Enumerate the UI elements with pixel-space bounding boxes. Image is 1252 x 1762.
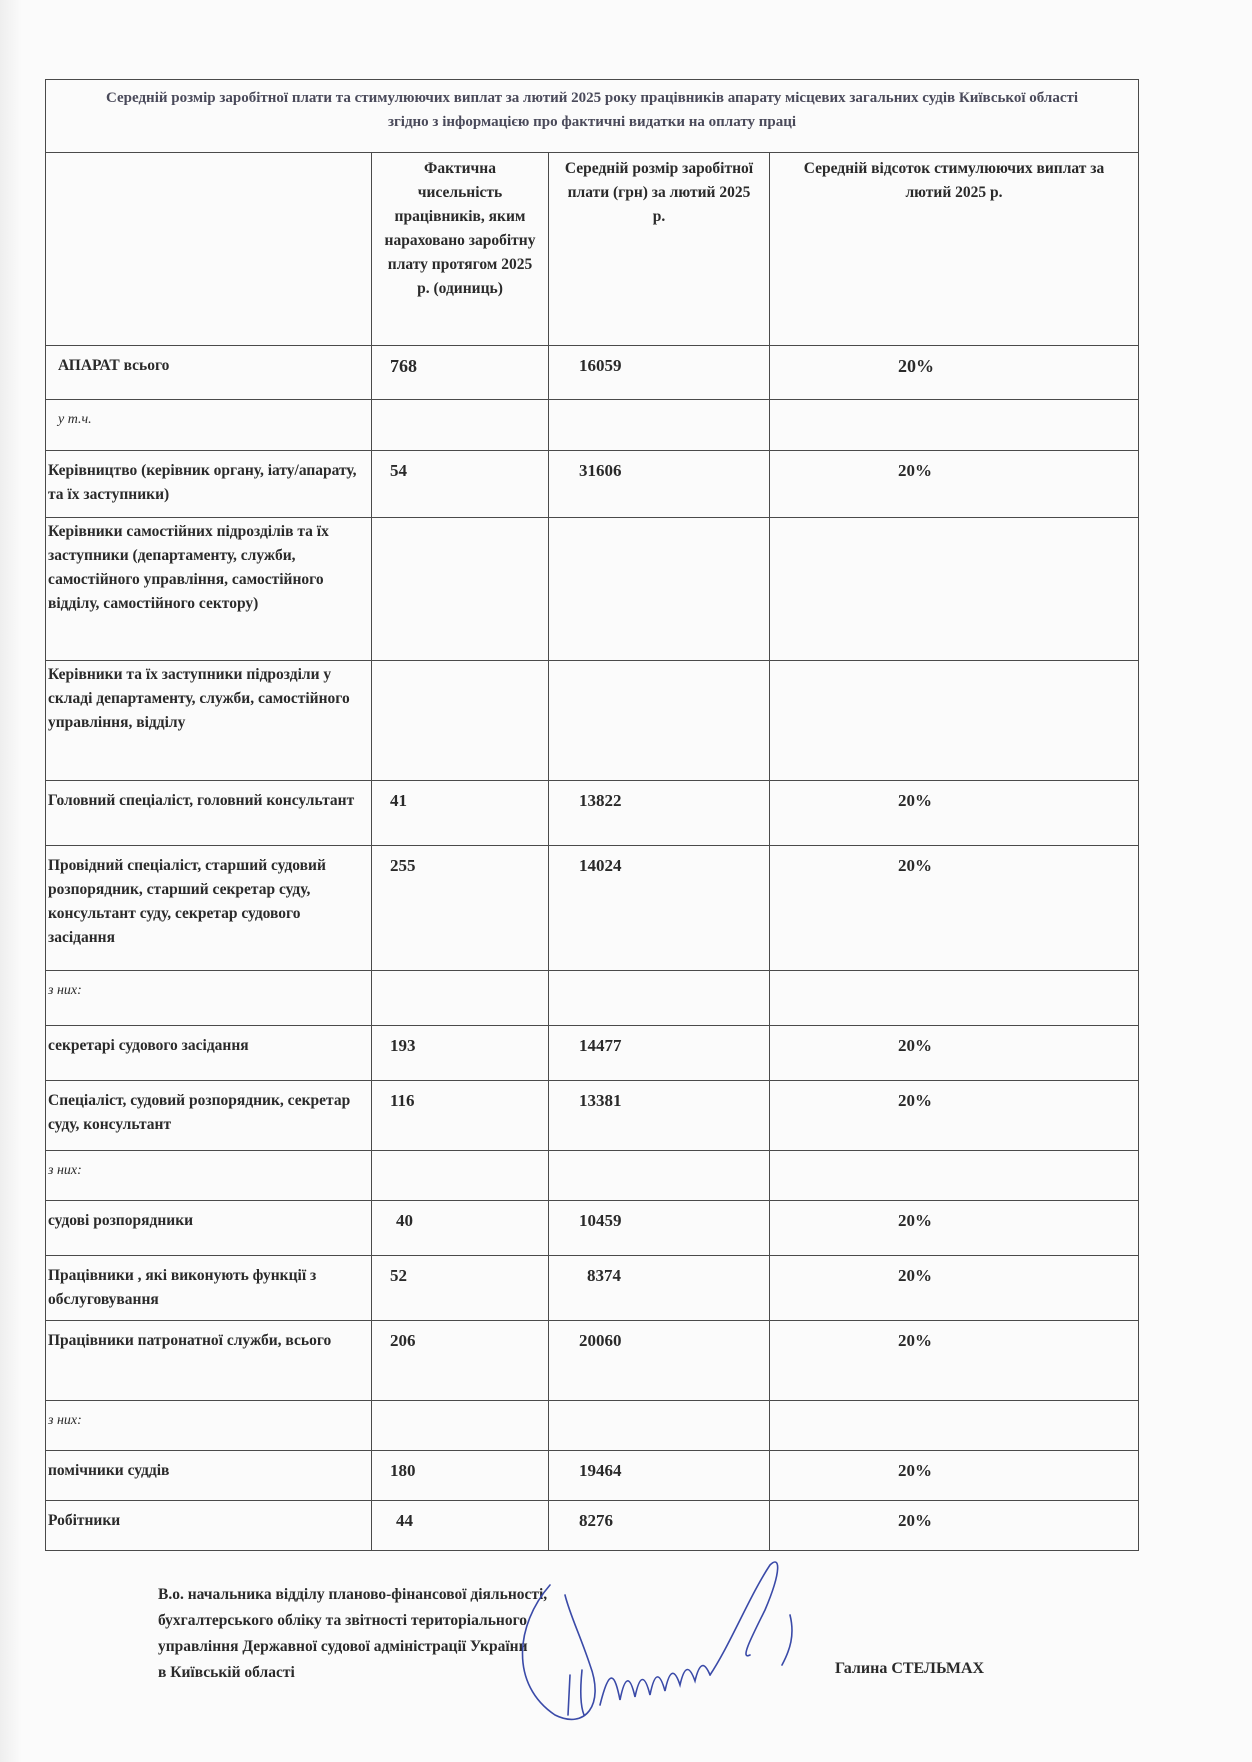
position-line: В.о. начальника відділу планово-фінансової діяльності, bbox=[158, 1586, 548, 1603]
table-row bbox=[46, 1501, 1139, 1551]
row-percent bbox=[770, 518, 1139, 661]
table-row bbox=[46, 1256, 1139, 1321]
row-percent: 20% bbox=[770, 1256, 1139, 1321]
row-label: Працівники патронатної служби, всього bbox=[46, 1321, 372, 1401]
table-row bbox=[46, 661, 1139, 781]
row-percent: 20% bbox=[770, 1081, 1139, 1151]
row-label: АПАРАТ всього bbox=[46, 346, 372, 400]
row-salary bbox=[549, 400, 770, 451]
row-label: секретарі судового засідання bbox=[46, 1026, 372, 1081]
row-percent: 20% bbox=[770, 781, 1139, 846]
row-salary: 10459 bbox=[549, 1201, 770, 1256]
row-count: 116 bbox=[372, 1081, 549, 1151]
row-salary: 14477 bbox=[549, 1026, 770, 1081]
header-percent: Середній відсоток стимулюючих виплат за лютий 2025 р. bbox=[770, 153, 1139, 346]
table-row bbox=[46, 1401, 1139, 1451]
handwritten-signature-icon bbox=[510, 1555, 890, 1725]
row-count: 40 bbox=[372, 1201, 549, 1256]
row-count: 52 bbox=[372, 1256, 549, 1321]
row-percent bbox=[770, 661, 1139, 781]
title-row bbox=[46, 80, 1139, 153]
row-count bbox=[372, 971, 549, 1026]
row-salary: 16059 bbox=[549, 346, 770, 400]
header-salary: Середній розмір заробітної плати (грн) за лютий 2025 р. bbox=[549, 153, 770, 346]
row-salary bbox=[549, 1401, 770, 1451]
row-label: Керівники та їх заступники підрозділи у складі департаменту, служби, самостійного управління, відділу bbox=[46, 661, 372, 781]
header-row bbox=[46, 153, 1139, 346]
signer-name: Галина СТЕЛЬМАХ bbox=[835, 1660, 985, 1677]
signatory-position bbox=[158, 1582, 547, 1686]
salary-table bbox=[45, 79, 1139, 1551]
table-row bbox=[46, 451, 1139, 518]
row-percent: 20% bbox=[770, 1321, 1139, 1401]
row-percent: 20% bbox=[770, 1501, 1139, 1551]
row-count: 41 bbox=[372, 781, 549, 846]
row-label: Головний спеціаліст, головний консультант bbox=[46, 781, 372, 846]
row-percent: 20% bbox=[770, 846, 1139, 971]
table-row bbox=[46, 1321, 1139, 1401]
scan-edge-shadow bbox=[0, 0, 22, 1762]
table-row bbox=[46, 1451, 1139, 1501]
row-count: 54 bbox=[372, 451, 549, 518]
row-count bbox=[372, 661, 549, 781]
table-row bbox=[46, 846, 1139, 971]
position-line: бухгалтерського обліку та звітності територіального bbox=[158, 1612, 527, 1629]
document-title: Середній розмір заробітної плати та стимулюючих виплат за лютий 2025 року працівників апарату місцевих загальних судів Київської області згідно з інформацією про фактичні видатки на оплату праці bbox=[46, 80, 1139, 153]
table-row bbox=[46, 1026, 1139, 1081]
row-label: Спеціаліст, судовий розпорядник, секретар суду, консультант bbox=[46, 1081, 372, 1151]
row-label: Робітники bbox=[46, 1501, 372, 1551]
row-salary: 8276 bbox=[549, 1501, 770, 1551]
row-percent: 20% bbox=[770, 1026, 1139, 1081]
table-row bbox=[46, 1201, 1139, 1256]
row-count bbox=[372, 518, 549, 661]
row-count: 44 bbox=[372, 1501, 549, 1551]
position-line: в Київській області bbox=[158, 1664, 295, 1681]
row-label: з них: bbox=[46, 971, 372, 1026]
row-salary: 13381 bbox=[549, 1081, 770, 1151]
row-count bbox=[372, 1151, 549, 1201]
row-label: помічники суддів bbox=[46, 1451, 372, 1501]
table-row bbox=[46, 781, 1139, 846]
row-label: судові розпорядники bbox=[46, 1201, 372, 1256]
row-percent: 20% bbox=[770, 346, 1139, 400]
row-percent: 20% bbox=[770, 451, 1139, 518]
row-salary: 31606 bbox=[549, 451, 770, 518]
row-label: Керівники самостійних підрозділів та їх заступники (департаменту, служби, самостійного управління, самостійного відділу, самостійного сектору) bbox=[46, 518, 372, 661]
table-row bbox=[46, 400, 1139, 451]
row-label: Керівництво (керівник органу, іату/апарату, та їх заступники) bbox=[46, 451, 372, 518]
table-row bbox=[46, 518, 1139, 661]
row-count: 180 bbox=[372, 1451, 549, 1501]
row-salary: 19464 bbox=[549, 1451, 770, 1501]
row-salary: 14024 bbox=[549, 846, 770, 971]
row-percent: 20% bbox=[770, 1201, 1139, 1256]
row-count: 768 bbox=[372, 346, 549, 400]
row-salary: 8374 bbox=[549, 1256, 770, 1321]
row-percent bbox=[770, 1151, 1139, 1201]
row-label: з них: bbox=[46, 1151, 372, 1201]
row-salary bbox=[549, 661, 770, 781]
row-label: Працівники , які виконують функції з обслуговування bbox=[46, 1256, 372, 1321]
table-row bbox=[46, 971, 1139, 1026]
row-label: у т.ч. bbox=[46, 400, 372, 451]
row-percent bbox=[770, 400, 1139, 451]
row-count: 206 bbox=[372, 1321, 549, 1401]
header-empty-cell bbox=[46, 153, 372, 346]
row-count bbox=[372, 400, 549, 451]
header-count: Фактична чисельність працівників, яким нараховано заробітну плату протягом 2025 р. (одиниць) bbox=[372, 153, 549, 346]
row-label: Провідний спеціаліст, старший судовий розпорядник, старший секретар суду, консультант суду, секретар судового засідання bbox=[46, 846, 372, 971]
row-count: 193 bbox=[372, 1026, 549, 1081]
row-salary bbox=[549, 971, 770, 1026]
row-count: 255 bbox=[372, 846, 549, 971]
table-row bbox=[46, 1081, 1139, 1151]
table-row bbox=[46, 346, 1139, 400]
row-percent bbox=[770, 971, 1139, 1026]
row-salary: 13822 bbox=[549, 781, 770, 846]
row-salary bbox=[549, 518, 770, 661]
row-percent bbox=[770, 1401, 1139, 1451]
row-salary bbox=[549, 1151, 770, 1201]
table-row bbox=[46, 1151, 1139, 1201]
row-salary: 20060 bbox=[549, 1321, 770, 1401]
row-label: з них: bbox=[46, 1401, 372, 1451]
row-count bbox=[372, 1401, 549, 1451]
position-line: управління Державної судової адміністрації України bbox=[158, 1638, 528, 1655]
row-percent: 20% bbox=[770, 1451, 1139, 1501]
